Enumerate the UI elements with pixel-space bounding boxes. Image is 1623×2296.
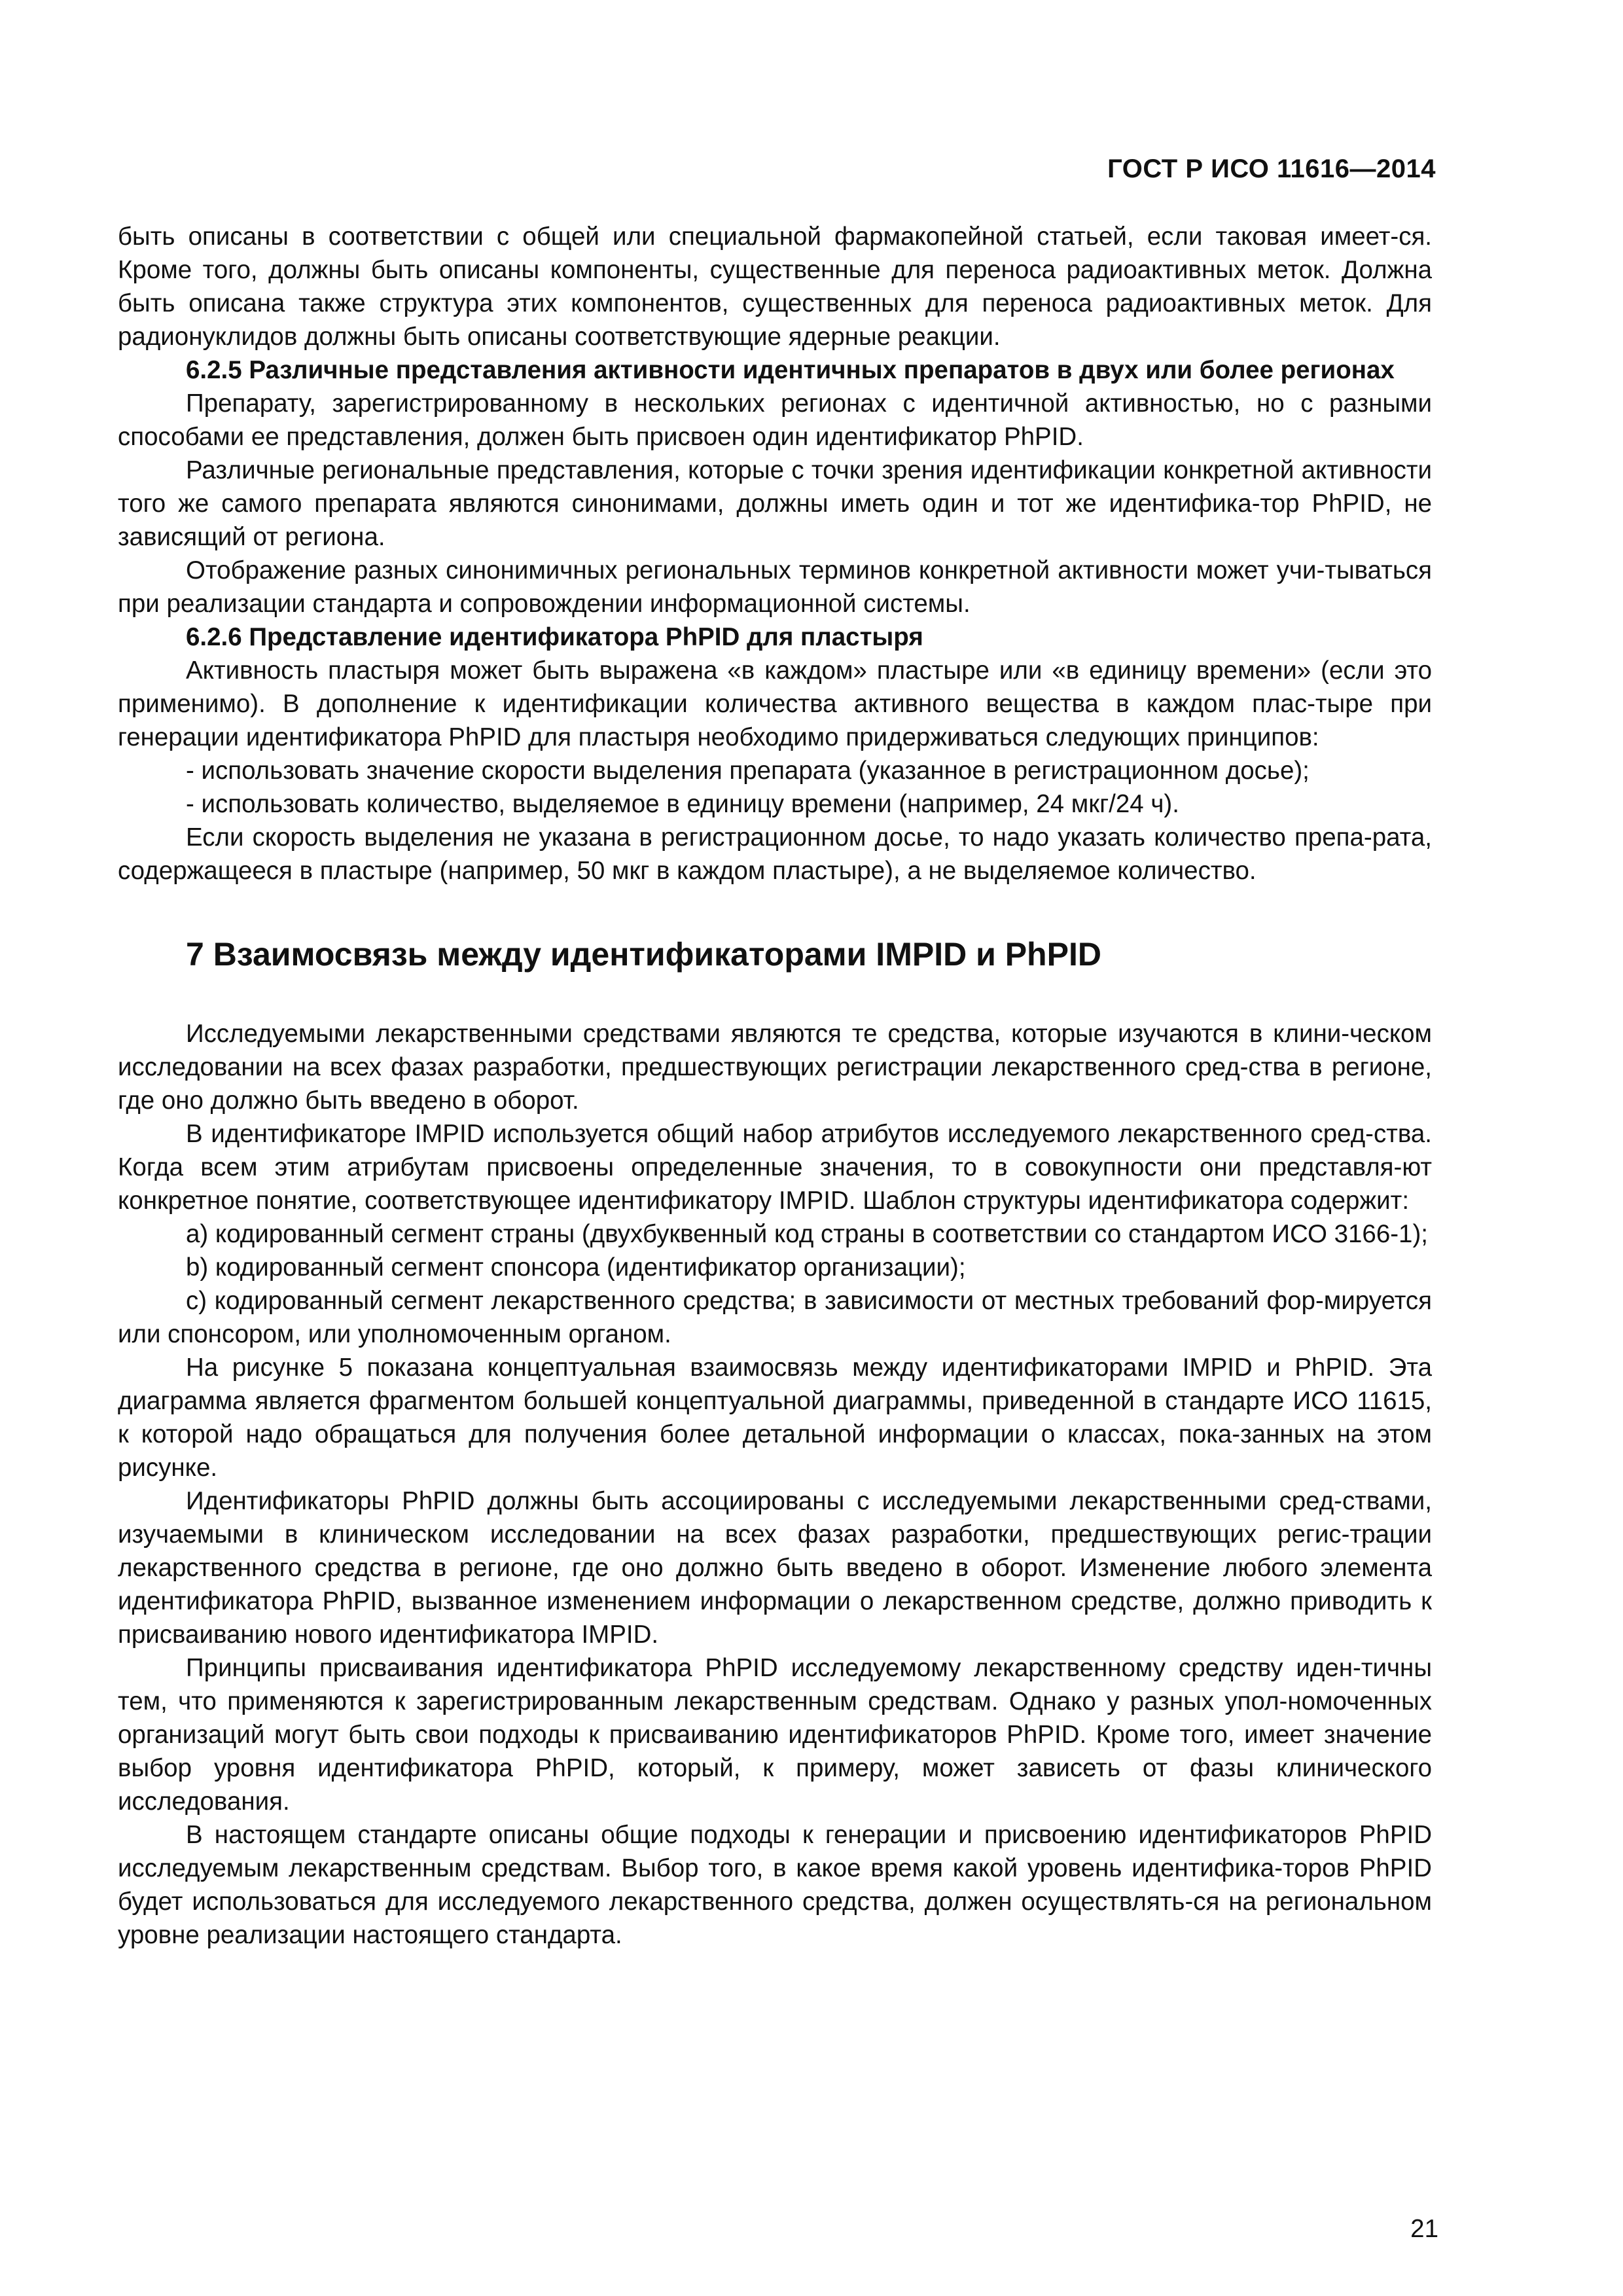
section-6-2-5-heading: 6.2.5 Различные представления активности идентичных препаратов в двух или более регионах bbox=[186, 356, 1395, 384]
list-item-a: a) кодированный сегмент страны (двухбуквенный код страны в соответствии со стандартом ИСО 3166-1); bbox=[186, 1220, 1428, 1248]
section-7-heading: 7 Взаимосвязь между идентификаторами IMPID и PhPID bbox=[186, 936, 1101, 973]
section-7-paragraph-2: В идентификаторе IMPID используется общий набор атрибутов исследуемого лекарственного сред-ства. Когда всем этим атрибутам присвоены определенные значения, то в совокупности они представля-ют конкретное понятие, соответствующее идентификатору IMPID. Шаблон структуры идентификатора содержит: bbox=[118, 1120, 1432, 1215]
section-6-2-6-closing: Если скорость выделения не указана в регистрационном досье, то надо указать количество препа-рата, содержащееся в пластыре (например, 50 мкг в каждом пластыре), а не выделяемое количество. bbox=[118, 823, 1432, 885]
list-item-b: b) кодированный сегмент спонсора (идентификатор организации); bbox=[186, 1253, 966, 1282]
list-item-c: c) кодированный сегмент лекарственного средства; в зависимости от местных требований фор-мируется или спонсором, или уполномоченным органом. bbox=[118, 1287, 1432, 1348]
intro-paragraph: быть описаны в соответствии с общей или специальной фармакопейной статьей, если таковая имеет-ся. Кроме того, должны быть описаны компоненты, существенные для переноса радиоактивных меток. Должна быть описана также структура этих компонентов, существенных для переноса радиоактивных меток. Для радионуклидов должны быть описаны соответствующие ядерные реакции. bbox=[118, 223, 1432, 351]
section-6-2-5-paragraph-2: Различные региональные представления, которые с точки зрения идентификации конкретной активности того же самого препарата являются синонимами, должны иметь один и тот же идентифика-тор PhPID, не зависящий от региона. bbox=[118, 456, 1432, 551]
standard-header: ГОСТ Р ИСО 11616—2014 bbox=[1107, 154, 1436, 183]
page-number: 21 bbox=[1410, 2215, 1438, 2243]
section-6-2-5-paragraph-3: Отображение разных синонимичных региональных терминов конкретной активности может учи-тываться при реализации стандарта и сопровождении информационной системы. bbox=[118, 556, 1432, 618]
section-7-paragraph-6: В настоящем стандарте описаны общие подходы к генерации и присвоению идентификаторов PhPID исследуемым лекарственным средствам. Выбор того, в какое время какой уровень идентифика-торов PhPID будет использоваться для исследуемого лекарственного средства, должен осуществлять-ся на региональном уровне реализации настоящего стандарта. bbox=[118, 1821, 1432, 1949]
bullet-item: - использовать количество, выделяемое в единицу времени (например, 24 мкг/24 ч). bbox=[186, 790, 1179, 818]
section-6-2-6-paragraph: Активность пластыря может быть выражена «в каждом» пластыре или «в единицу времени» (если это применимо). В дополнение к идентификации количества активного вещества в каждом плас-тыре при генерации идентификатора PhPID для пластыря необходимо придерживаться следующих принципов: bbox=[118, 656, 1432, 751]
bullet-item: - использовать значение скорости выделения препарата (указанное в регистрационном досье); bbox=[186, 757, 1310, 785]
document-body bbox=[118, 220, 1432, 1952]
section-7-paragraph-5: Принципы присваивания идентификатора PhPID исследуемому лекарственному средству иден-тичны тем, что применяются к зарегистрированным лекарственным средствам. Однако у разных упол-номоченных организаций могут быть свои подходы к присваиванию идентификаторов PhPID. Кроме того, имеет значение выбор уровня идентификатора PhPID, который, к примеру, может зависеть от фазы клинического исследования. bbox=[118, 1654, 1432, 1816]
section-7-paragraph-3: На рисунке 5 показана концептуальная взаимосвязь между идентификаторами IMPID и PhPID. Эта диаграмма является фрагментом большей концептуальной диаграммы, приведенной в стандарте ИСО 11615, к которой надо обращаться для получения более детальной информации о классах, пока-занных на этом рисунке. bbox=[118, 1354, 1432, 1482]
section-7-paragraph-4: Идентификаторы PhPID должны быть ассоциированы с исследуемыми лекарственными сред-ствами, изучаемыми в клиническом исследовании на всех фазах разработки, предшествующих регис-трации лекарственного средства в регионе, где оно должно быть введено в оборот. Изменение любого элемента идентификатора PhPID, вызванное изменением информации о лекарственном средстве, должно приводить к присваиванию нового идентификатора IMPID. bbox=[118, 1487, 1432, 1649]
section-7-paragraph-1: Исследуемыми лекарственными средствами являются те средства, которые изучаются в клини-ческом исследовании на всех фазах разработки, предшествующих регистрации лекарственного сред-ства в регионе, где оно должно быть введено в оборот. bbox=[118, 1020, 1432, 1115]
section-6-2-5-paragraph-1: Препарату, зарегистрированному в нескольких регионах с идентичной активностью, но с разными способами ее представления, должен быть присвоен один идентификатор PhPID. bbox=[118, 389, 1432, 451]
section-6-2-6-heading: 6.2.6 Представление идентификатора PhPID для пластыря bbox=[186, 623, 923, 651]
